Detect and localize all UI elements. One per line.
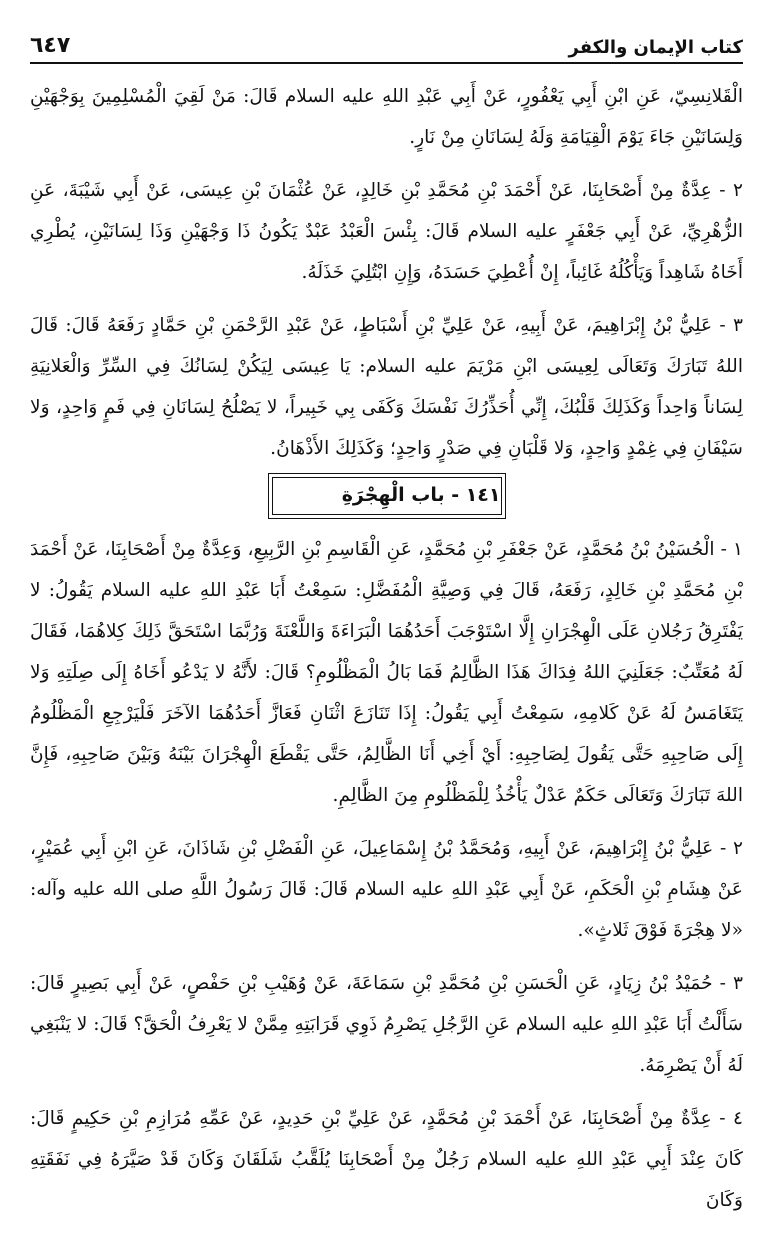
page-header (30, 18, 743, 64)
chapter-heading: ١٤١ - باب الْهِجْرَةِ (272, 477, 502, 515)
paragraph-2: ٢ - عِدَّةٌ مِنْ أَصْحَابِنَا، عَنْ أَحْمَدَ بْنِ مُحَمَّدِ بْنِ خَالِدٍ، عَنْ عُثْمَانَ بْنِ عِيسَى، عَنْ أَبِي شَيْبَةَ، عَنِ الزُّهْرِيِّ، عَنْ أَبِي جَعْفَرٍ عليه السلام قَالَ: بِئْسَ الْعَبْدُ عَبْدٌ يَكُونُ ذَا وَجْهَيْنِ وَذَا لِسَانَيْنِ، يُطْرِي أَخَاهُ شَاهِداً وَيَأْكُلُهُ غَائِباً، إِنْ أُعْطِيَ حَسَدَهُ، وَإِنِ ابْتُلِيَ خَذَلَهُ. (30, 180, 743, 283)
hadith-2: ٢ - عَلِيُّ بْنُ إِبْرَاهِيمَ، عَنْ أَبِيهِ، وَمُحَمَّدُ بْنُ إِسْمَاعِيلَ، عَنِ الْفَضْلِ بْنِ شَاذَانَ، عَنِ ابْنِ أَبِي عُمَيْرٍ، عَنْ هِشَامِ بْنِ الْحَكَمِ، عَنْ أَبِي عَبْدِ اللهِ عليه السلام قَالَ: قَالَ رَسُولُ اللَّهِ صلى الله عليه وآله: «لا هِجْرَةَ فَوْقَ ثَلاثٍ». (30, 838, 743, 941)
paragraph-1: الْقَلانِسِيّ، عَنِ ابْنِ أَبِي يَعْفُورٍ، عَنْ أَبِي عَبْدِ اللهِ عليه السلام قَالَ: مَنْ لَقِيَ الْمُسْلِمِينَ بِوَجْهَيْنِ وَلِسَانَيْنِ جَاءَ يَوْمَ الْقِيَامَةِ وَلَهُ لِسَانَانِ مِنْ نَارٍ. (30, 86, 743, 148)
running-title: كتاب الإيمان والكفر (568, 37, 743, 58)
paragraph-3: ٣ - عَلِيُّ بْنُ إِبْرَاهِيمَ، عَنْ أَبِيهِ، عَنْ عَلِيِّ بْنِ أَسْبَاطٍ، عَنْ عَبْدِ الرَّحْمَنِ بْنِ حَمَّادٍ رَفَعَهُ قَالَ: قَالَ اللهُ تَبَارَكَ وَتَعَالَى لِعِيسَى ابْنِ مَرْيَمَ عليه السلام: يَا عِيسَى لِيَكُنْ لِسَانُكَ فِي السِّرِّ وَالْعَلانِيَةِ لِسَاناً وَاحِداً وَكَذَلِكَ قَلْبُكَ، إِنِّي أُحَذِّرُكَ نَفْسَكَ وَكَفَى بِي خَبِيراً، لا يَصْلُحُ لِسَانَانِ فِي فَمٍ وَاحِدٍ، وَلا سَيْفَانِ فِي غِمْدٍ وَاحِدٍ، وَلا قَلْبَانِ فِي صَدْرٍ وَاحِدٍ؛ وَكَذَلِكَ الأَذْهَانُ. (30, 315, 743, 459)
hadith-1: ١ - الْحُسَيْنُ بْنُ مُحَمَّدٍ، عَنْ جَعْفَرِ بْنِ مُحَمَّدٍ، عَنِ الْقَاسِمِ بْنِ الرَّبِيعِ، وَعِدَّةٌ مِنْ أَصْحَابِنَا، عَنْ أَحْمَدَ بْنِ مُحَمَّدِ بْنِ خَالِدٍ، رَفَعَهُ، قَالَ فِي وَصِيَّةِ الْمُفَضَّلِ: سَمِعْتُ أَبَا عَبْدِ اللهِ عليه السلام يَقُولُ: لا يَفْتَرِقُ رَجُلانِ عَلَى الْهِجْرَانِ إِلَّا اسْتَوْجَبَ أَحَدُهُمَا الْبَرَاءَةَ وَاللَّعْنَةَ وَرُبَّمَا اسْتَحَقَّ ذَلِكَ كِلاهُمَا، فَقَالَ لَهُ مُعَتِّبٌ: جَعَلَنِيَ اللهُ فِدَاكَ هَذَا الظَّالِمُ فَمَا بَالُ الْمَظْلُومِ؟ قَالَ: لأَنَّهُ لا يَدْعُو أَخَاهُ إِلَى صِلَتِهِ وَلا يَتَغَامَسُ لَهُ عَنْ كَلامِهِ، سَمِعْتُ أَبِي يَقُولُ: إِذَا تَنَازَعَ اثْنَانِ فَعَازَّ أَحَدُهُمَا الآخَرَ فَلْيَرْجِعِ الْمَظْلُومُ إِلَى صَاحِبِهِ حَتَّى يَقُولَ لِصَاحِبِهِ: أَيْ أَخِي أَنَا الظَّالِمُ، حَتَّى يَقْطَعَ الْهِجْرَانَ بَيْنَهُ وَبَيْنَ صَاحِبِهِ، فَإِنَّ اللهَ تَبَارَكَ وَتَعَالَى حَكَمٌ عَدْلٌ يَأْخُذُ لِلْمَظْلُومِ مِنَ الظَّالِمِ. (30, 539, 743, 806)
page-number: ٦٤٧ (30, 33, 71, 58)
hadith-3: ٣ - حُمَيْدُ بْنُ زِيَادٍ، عَنِ الْحَسَنِ بْنِ مُحَمَّدِ بْنِ سَمَاعَةَ، عَنْ وُهَيْبِ بْنِ حَفْصٍ، عَنْ أَبِي بَصِيرٍ قَالَ: سَأَلْتُ أَبَا عَبْدِ اللهِ عليه السلام عَنِ الرَّجُلِ يَصْرِمُ ذَوِي قَرَابَتِهِ مِمَّنْ لا يَعْرِفُ الْحَقَّ؟ قَالَ: لا يَنْبَغِي لَهُ أَنْ يَصْرِمَهُ. (30, 973, 743, 1076)
hadith-4: ٤ - عِدَّةٌ مِنْ أَصْحَابِنَا، عَنْ أَحْمَدَ بْنِ مُحَمَّدٍ، عَنْ عَلِيِّ بْنِ حَدِيدٍ، عَنْ عَمِّهِ مُرَازِمِ بْنِ حَكِيمٍ قَالَ: كَانَ عِنْدَ أَبِي عَبْدِ اللهِ عليه السلام رَجُلٌ مِنْ أَصْحَابِنَا يُلَقَّبُ شَلَقَانَ وَكَانَ قَدْ صَيَّرَهُ فِي نَفَقَتِهِ وَكَانَ (30, 1108, 743, 1211)
document-body (30, 76, 743, 1233)
